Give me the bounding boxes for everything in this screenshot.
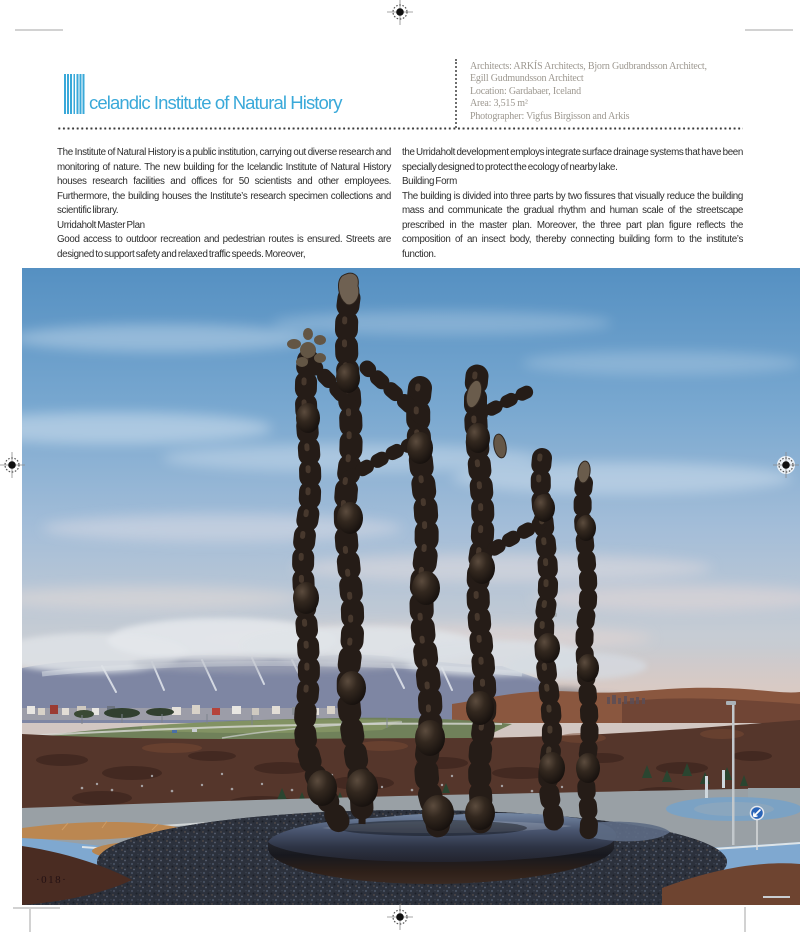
body-column-left: [57, 146, 391, 262]
body-columns: [57, 146, 743, 262]
page-number: ·018·: [36, 874, 68, 886]
crop-mark-bottom-left-h: [13, 907, 60, 909]
registration-mark-right: [773, 452, 799, 478]
crop-mark-top-right: [745, 29, 793, 31]
institute-logo-stripes-icon: [64, 74, 85, 114]
dotted-rule: [57, 127, 743, 130]
credit-location: Location: Gardabaer, Iceland: [470, 85, 581, 97]
sculpture-landscape-photo: [22, 268, 800, 905]
right-heading-building-form: Building Form: [402, 176, 457, 187]
credit-architects-line2: Egill Gudmundsson Architect: [470, 73, 584, 85]
brand-block: [64, 74, 342, 112]
registration-mark-top: [387, 0, 413, 25]
left-paragraph-2: Good access to outdoor recreation and pedestrian routes is ensured. Streets are designed to support safety and relaxed traffic speeds. Moreover,: [57, 234, 391, 260]
page-title: celandic Institute of Natural History: [89, 91, 342, 113]
right-paragraph-2: The building is divided into three parts by two fissures that visually reduce the building mass and communicate the gradual rhythm and human scale of the streetscape prescribed in the master plan. Moreover, the three part plan figure reflects the composition of an insect body, thereby connecting building form to the institute’s function.: [402, 190, 743, 260]
credit-photographer: Photographer: Vigfus Birgisson and Arkis: [470, 110, 630, 122]
crop-mark-bottom-left-v: [29, 907, 31, 932]
body-column-right: [402, 146, 743, 262]
registration-mark-bottom: [387, 904, 413, 930]
credits-dotted-divider: [455, 59, 457, 128]
crop-mark-bottom-right-v: [744, 907, 746, 932]
credit-area: Area: 3,515 m²: [470, 98, 528, 110]
credit-architects-line1: Architects: ARKÍS Architects, Bjorn Gudbrandsson Architect,: [470, 61, 707, 72]
left-heading-master-plan: Urridaholt Master Plan: [57, 219, 145, 231]
project-credits: [470, 61, 746, 123]
crop-mark-bottom-right-h: [763, 896, 790, 898]
right-paragraph-1: the Urridaholt development employs integrate surface drainage systems that have been specially designed to protect the ecology of nearby lake.: [402, 147, 743, 173]
crop-mark-top-left: [15, 29, 63, 31]
photo-illustration: [22, 268, 800, 905]
registration-mark-left: [0, 452, 25, 478]
left-paragraph-1: The Institute of Natural History is a public institution, carrying out diverse research and monitoring of nature. The new building for the Icelandic Institute of Natural History houses research facilities and offices for 50 scientists and other employees. Furthermore, the building houses the Institute’s research specimen collections and scientific library.: [57, 147, 391, 216]
